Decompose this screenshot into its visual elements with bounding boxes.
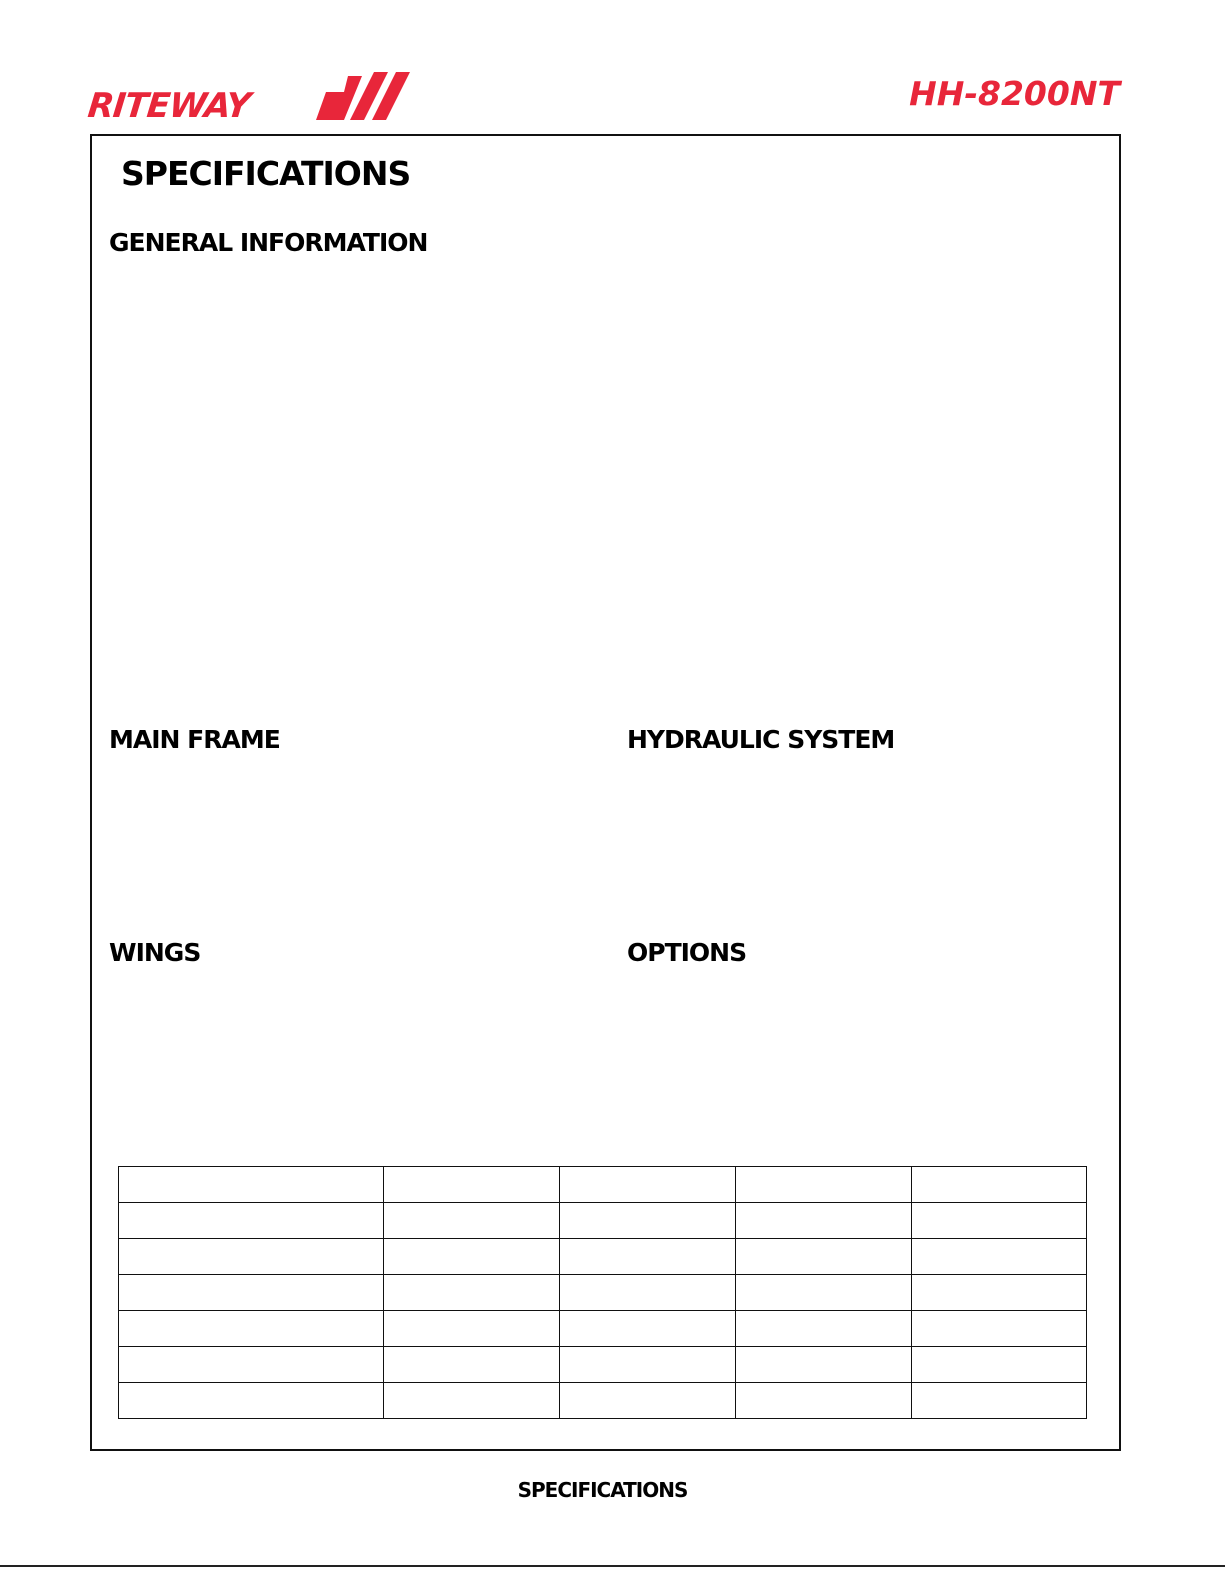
table-cell bbox=[736, 1383, 912, 1419]
table-row bbox=[119, 1167, 1087, 1203]
riteway-stripes-icon bbox=[314, 70, 414, 126]
footer-label: SPECIFICATIONS bbox=[517, 1478, 688, 1502]
table-cell bbox=[384, 1167, 560, 1203]
table-cell bbox=[119, 1239, 384, 1275]
table-cell bbox=[119, 1275, 384, 1311]
table-cell bbox=[560, 1203, 736, 1239]
table-cell bbox=[736, 1311, 912, 1347]
table-cell bbox=[736, 1275, 912, 1311]
model-number: HH-8200NT bbox=[909, 74, 1120, 113]
table-cell bbox=[384, 1383, 560, 1419]
table-cell bbox=[912, 1383, 1087, 1419]
table-cell bbox=[119, 1203, 384, 1239]
table-row bbox=[119, 1239, 1087, 1275]
table-cell bbox=[560, 1239, 736, 1275]
riteway-logo bbox=[85, 70, 413, 126]
table-row bbox=[119, 1383, 1087, 1419]
table-cell bbox=[384, 1311, 560, 1347]
main-frame-heading: MAIN FRAME bbox=[109, 725, 280, 754]
table-cell bbox=[736, 1239, 912, 1275]
table-cell bbox=[119, 1311, 384, 1347]
table-cell bbox=[736, 1203, 912, 1239]
table-cell bbox=[560, 1347, 736, 1383]
table-cell bbox=[119, 1383, 384, 1419]
table-cell bbox=[119, 1347, 384, 1383]
hydraulic-system-heading: HYDRAULIC SYSTEM bbox=[627, 725, 895, 754]
table-cell bbox=[119, 1167, 384, 1203]
table-cell bbox=[912, 1203, 1087, 1239]
table-cell bbox=[736, 1167, 912, 1203]
page-title: SPECIFICATIONS bbox=[121, 154, 411, 193]
table-cell bbox=[736, 1347, 912, 1383]
table-cell bbox=[560, 1311, 736, 1347]
bottom-divider bbox=[0, 1565, 1225, 1567]
table-row bbox=[119, 1275, 1087, 1311]
brand-wordmark: RITEWAY bbox=[85, 86, 252, 126]
table-cell bbox=[560, 1383, 736, 1419]
options-heading: OPTIONS bbox=[627, 938, 747, 967]
table-row bbox=[119, 1203, 1087, 1239]
table-row bbox=[119, 1311, 1087, 1347]
table-cell bbox=[912, 1239, 1087, 1275]
table-cell bbox=[560, 1167, 736, 1203]
table-cell bbox=[912, 1311, 1087, 1347]
table-cell bbox=[912, 1275, 1087, 1311]
table-cell bbox=[384, 1275, 560, 1311]
table-cell bbox=[384, 1239, 560, 1275]
table-cell bbox=[560, 1275, 736, 1311]
general-information-heading: GENERAL INFORMATION bbox=[109, 228, 428, 257]
wings-heading: WINGS bbox=[109, 938, 201, 967]
table-row bbox=[119, 1347, 1087, 1383]
table-cell bbox=[384, 1347, 560, 1383]
table-cell bbox=[912, 1167, 1087, 1203]
table-cell bbox=[912, 1347, 1087, 1383]
table-cell bbox=[384, 1203, 560, 1239]
spec-table bbox=[118, 1166, 1087, 1419]
